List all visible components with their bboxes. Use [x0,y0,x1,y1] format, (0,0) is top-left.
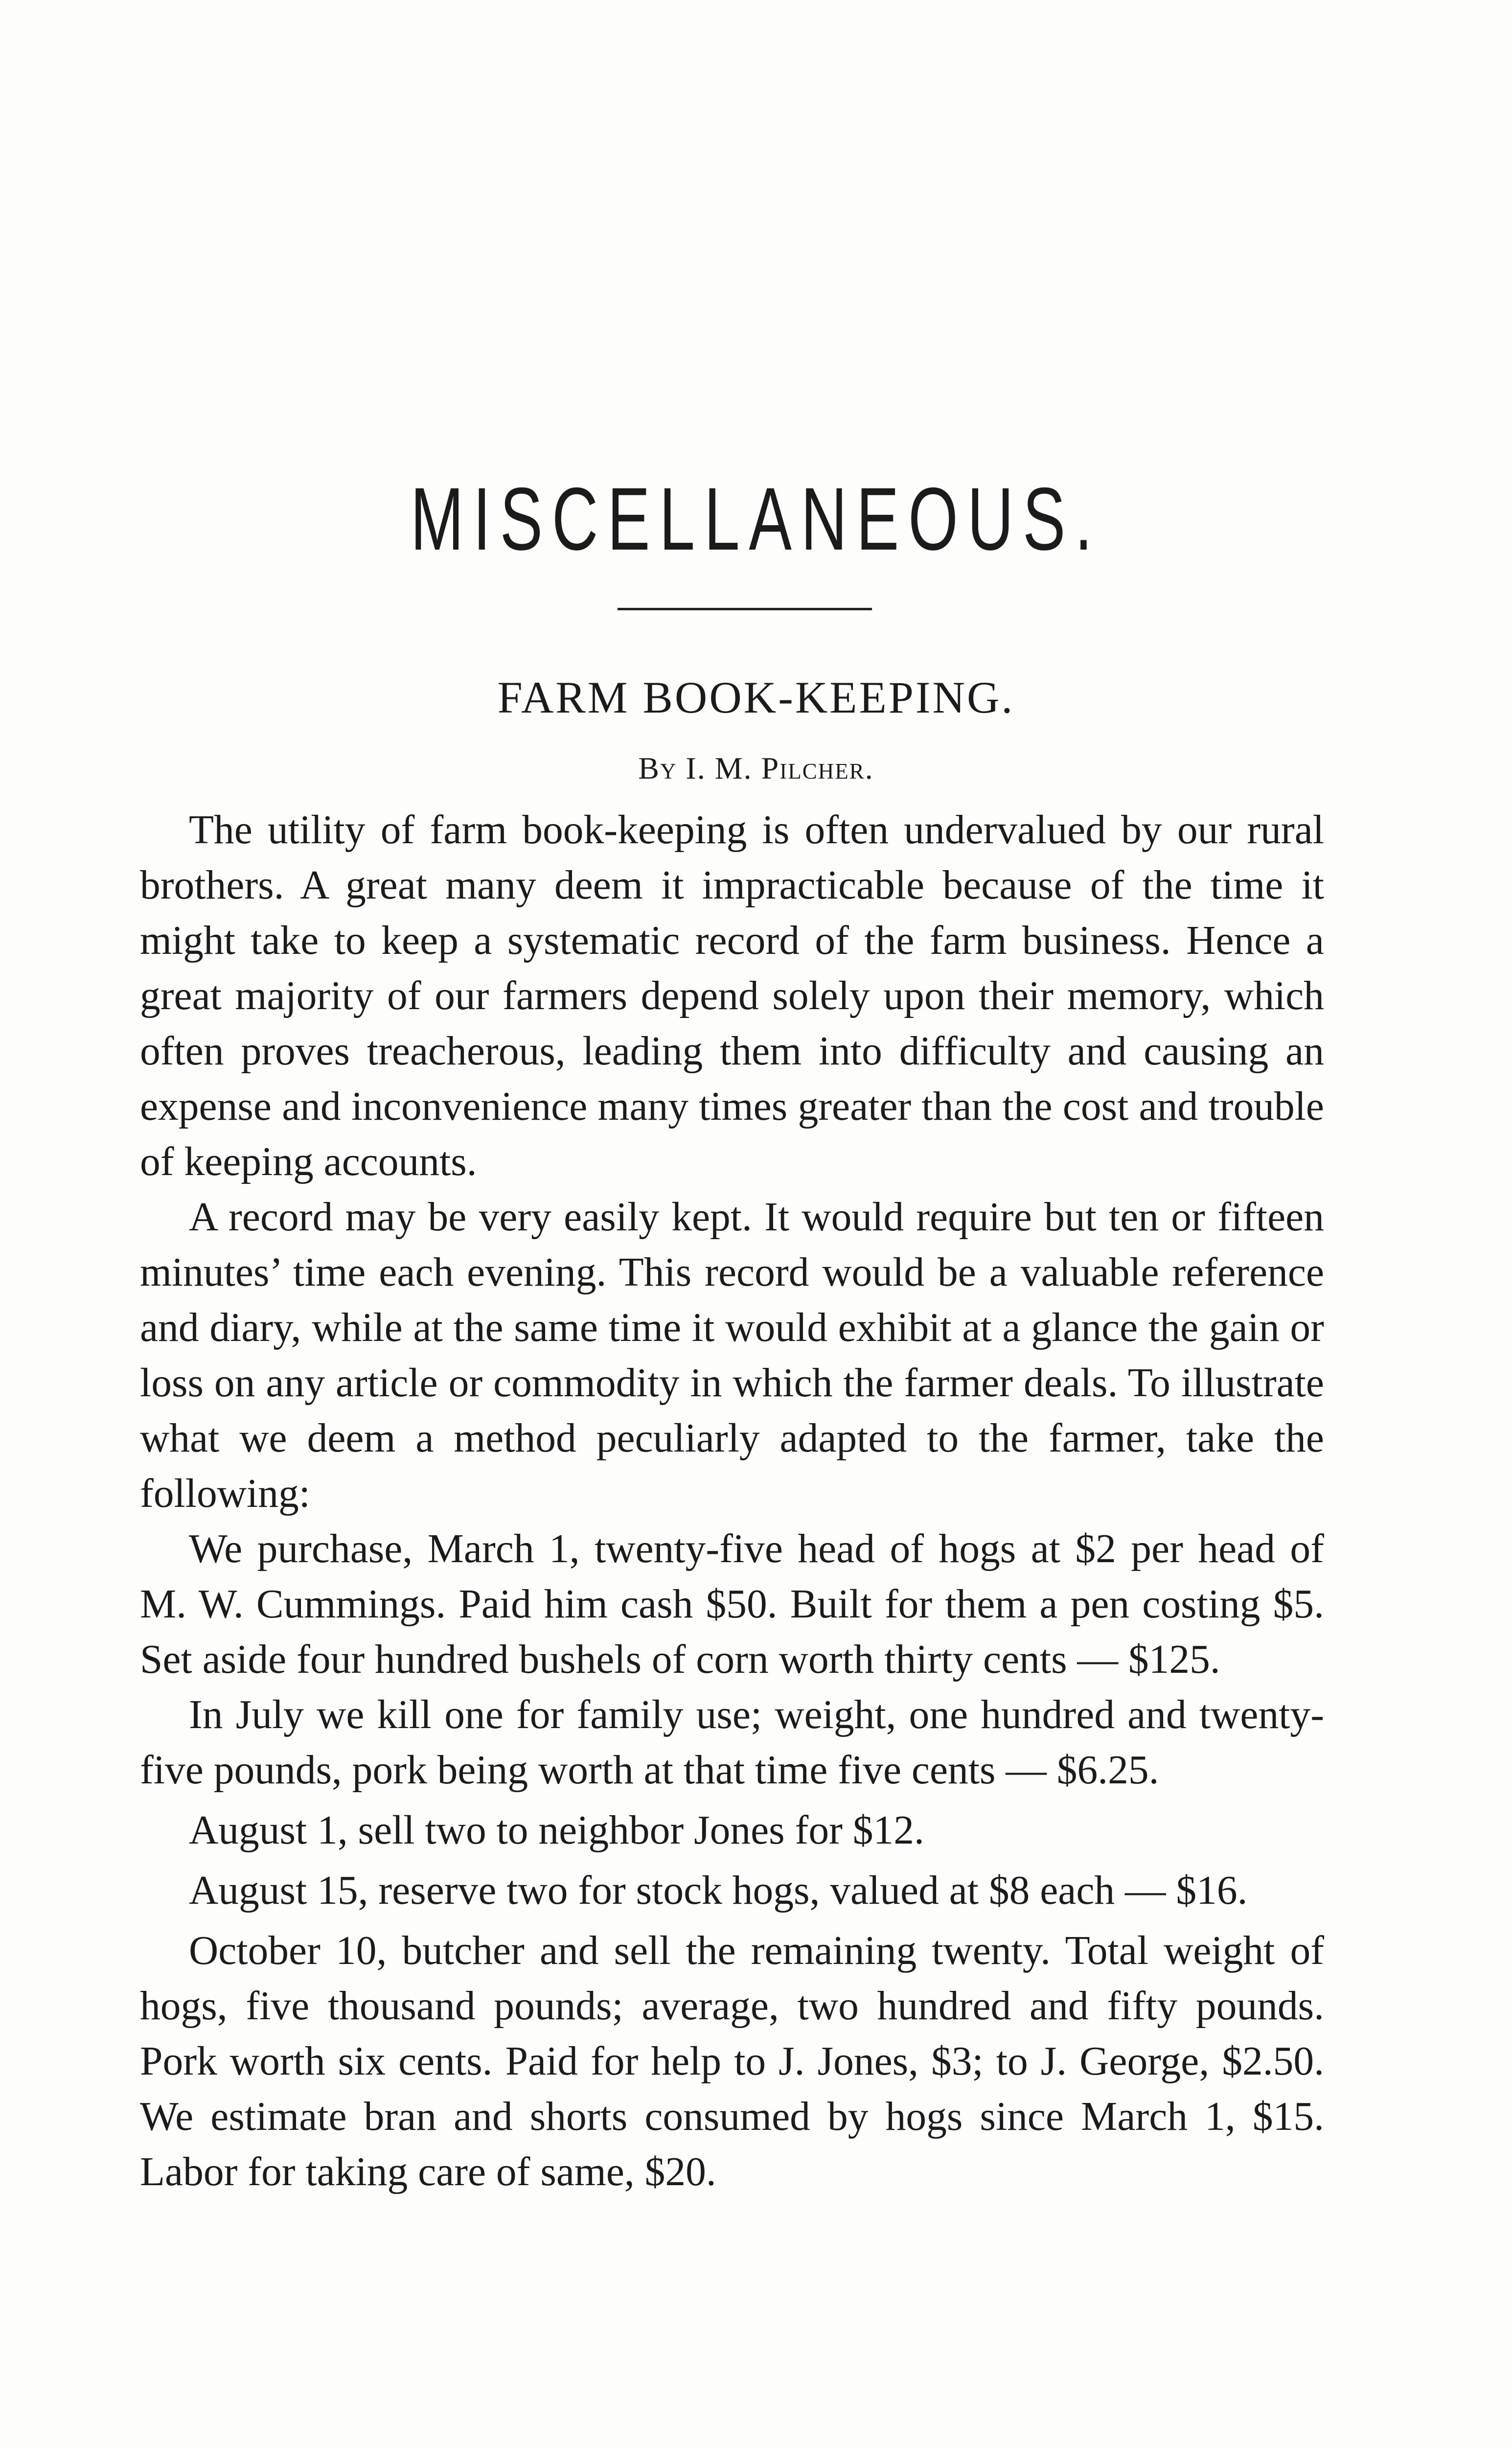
paragraph: In July we kill one for family use; weight, one hundred and twenty-five pounds, pork being worth at that time five cents — $6.25. [140,1692,1324,1793]
paragraph: October 10, butcher and sell the remaining twenty. Total weight of hogs, five thousand pounds; average, two hundred and fifty pounds. Pork worth six cents. Paid for help to J. Jones, $3; to J. George, $2.50. We estimate bran and shorts consumed by hogs since March 1, $15. Labor for taking care of same, $20. [140,1928,1324,2194]
paragraph: August 15, reserve two for stock hogs, valued at $8 each — $16. [189,1868,1248,1913]
paragraph: A record may be very easily kept. It would require but ten or fifteen minutes’ time each evening. This record would be a valuable reference and diary, while at the same time it would exhibit at a glance the gain or loss on any article or commodity in which the farmer deals. To illustrate what we deem a method peculiarly adapted to the farmer, take the following: [140,1195,1324,1516]
paragraph: August 1, sell two to neighbor Jones for $12. [189,1808,924,1853]
title-divider [618,608,872,610]
article-title: FARM BOOK-KEEPING. [497,672,1015,722]
paragraph: We purchase, March 1, twenty-five head of hogs at $2 per head of M. W. Cummings. Paid him cash $50. Built for them a pen costing $5. Set aside four hundred bushels of corn worth thirty cents — $125. [140,1526,1324,1682]
section-title: MISCELLANEOUS. [410,469,1102,569]
byline-author: I. M. Pilcher. [686,751,874,785]
article-body [140,803,1324,2200]
paragraph: The utility of farm book-keeping is often undervalued by our rural brothers. A great many deem it impracticable because of the time it might take to keep a systematic record of the farm business. Hence a great majority of our farmers depend solely upon their memory, which often proves treacherous, leading them into difficulty and causing an expense and inconvenience many times greater than the cost and trouble of keeping accounts. [140,808,1324,1184]
byline-prefix: By [638,751,677,785]
byline [0,749,1512,788]
